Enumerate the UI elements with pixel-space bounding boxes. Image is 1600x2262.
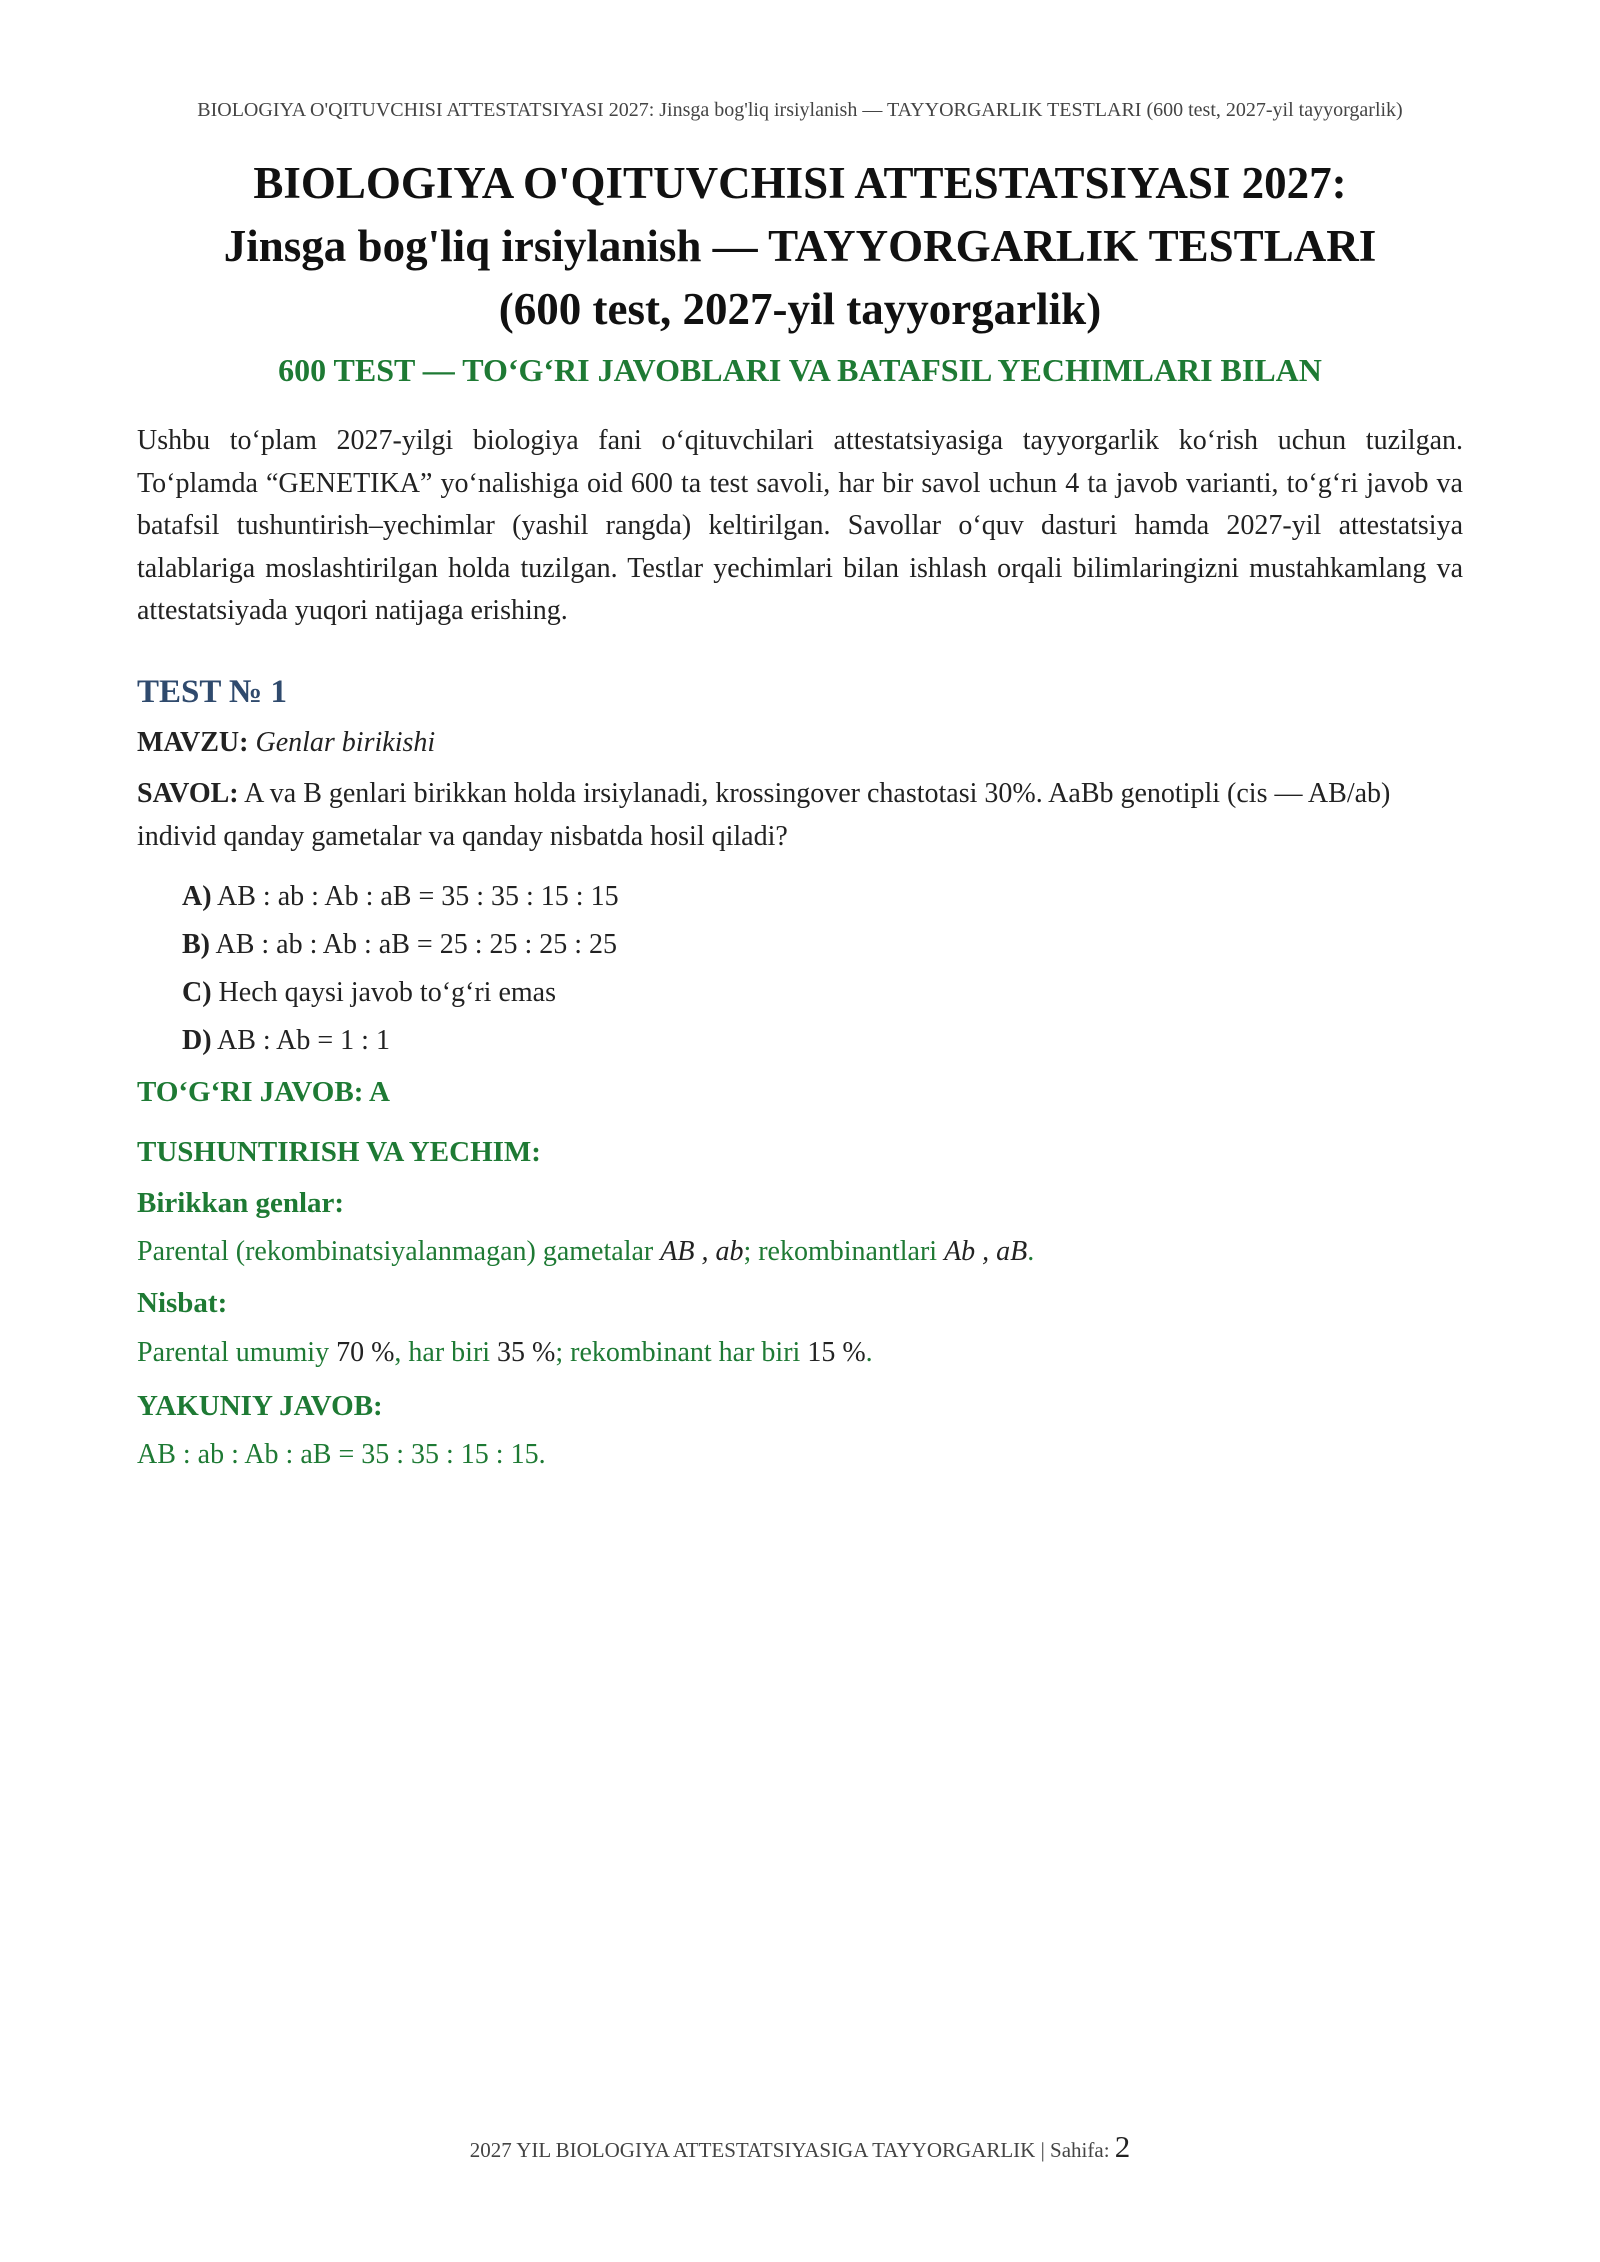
page-title [137, 152, 1463, 341]
text-fragment: , har biri [394, 1337, 498, 1368]
option-text: Hech qaysi javob to‘g‘ri emas [218, 977, 556, 1008]
option-text: AB : ab : Ab : aB = 35 : 35 : 15 : 15 [217, 881, 619, 912]
question-body: A va B genlari birikkan holda irsiylanadi, krossingover chastotasi 30%. AaBb genotipli (cis — AB/ab) individ qanday gametalar va qanday nisbatda hosil qiladi? [137, 778, 1391, 852]
footer-page-label: Sahifa: [1050, 2138, 1110, 2162]
text-fragment: . [1027, 1236, 1035, 1267]
section-text-ratio [137, 1333, 873, 1373]
text-fragment: Parental umumiy [137, 1337, 337, 1368]
final-answer-heading: YAKUNIY JAVOB: [137, 1390, 383, 1422]
correct-answer: TO‘G‘RI JAVOB: A [137, 1076, 390, 1108]
title-line-2: Jinsga bog'liq irsiylanish — TAYYORGARLIK TESTLARI [223, 221, 1377, 271]
test-heading: TEST № 1 [137, 674, 287, 710]
option-c [182, 969, 619, 1017]
question-text [137, 772, 1463, 858]
page-subtitle: 600 TEST — TO‘G‘RI JAVOBLARI VA BATAFSIL YECHIMLARI BILAN [278, 352, 1322, 388]
intro-paragraph: Ushbu to‘plam 2027-yilgi biologiya fani o‘qituvchilari attestatsiyasiga tayyorgarlik ko‘rish uchun tuzilgan. To‘plamda “GENETIKA” yo‘nalishiga oid 600 ta test savoli, har bir savol uchun 4 ta javob varianti, to‘g‘ri javob va batafsil tushuntirish–yechimlar (yashil rangda) keltirilgan. Savollar o‘quv dasturi hamda 2027-yil attestatsiya talablariga moslashtirilgan holda tuzilgan. Testlar yechimlari bilan ishlash orqali bilimlaringizni mustahkamlang va attestatsiyada yuqori natijaga erishing. [137, 425, 1463, 626]
document-page [137, 0, 1463, 2262]
text-fragment: Parental (rekombinatsiyalanmagan) gametalar [137, 1236, 661, 1267]
option-b [182, 921, 619, 969]
explanation-heading: TUSHUNTIRISH VA YECHIM: [137, 1136, 541, 1168]
option-letter: B) [182, 929, 210, 960]
answer-options [182, 873, 619, 1065]
page-footer [137, 2130, 1463, 2167]
math-recombinant-gametes: Ab , aB [944, 1236, 1028, 1267]
title-line-3: (600 test, 2027-yil tayyorgarlik) [498, 284, 1102, 334]
page-number: 2 [1114, 2129, 1131, 2164]
topic-value: Genlar birikishi [255, 727, 436, 758]
section-heading-ratio: Nisbat: [137, 1287, 228, 1319]
running-header: BIOLOGIYA O'QITUVCHISI ATTESTATSIYASI 2027: Jinsga bog'liq irsiylanish — TAYYORGARLIK TESTLARI (600 test, 2027-yil tayyorgarlik) [197, 99, 1403, 121]
section-text-linked-genes [137, 1232, 1034, 1272]
section-heading-linked-genes: Birikkan genlar: [137, 1187, 345, 1219]
footer-text: 2027 YIL BIOLOGIYA ATTESTATSIYASIGA TAYYORGARLIK [469, 2138, 1036, 2162]
value-parental-total: 70 % [336, 1337, 395, 1368]
option-letter: D) [182, 1025, 212, 1056]
math-parental-gametes: AB , ab [660, 1236, 744, 1267]
footer-separator: | [1040, 2138, 1045, 2162]
final-answer-text: AB : ab : Ab : aB = 35 : 35 : 15 : 15. [137, 1439, 546, 1470]
option-d [182, 1017, 619, 1065]
topic-label: MAVZU: [137, 727, 249, 758]
option-letter: C) [182, 977, 212, 1008]
topic-line [137, 725, 435, 761]
option-text: AB : Ab = 1 : 1 [217, 1025, 390, 1056]
text-fragment: ; rekombinant har biri [555, 1337, 808, 1368]
value-recombinant-each: 15 % [807, 1337, 866, 1368]
question-label: SAVOL: [137, 778, 239, 809]
title-line-1: BIOLOGIYA O'QITUVCHISI ATTESTATSIYASI 2027: [253, 158, 1347, 208]
value-parental-each: 35 % [497, 1337, 556, 1368]
option-letter: A) [182, 881, 212, 912]
text-fragment: ; rekombinantlari [743, 1236, 945, 1267]
text-fragment: . [865, 1337, 873, 1368]
option-a [182, 873, 619, 921]
option-text: AB : ab : Ab : aB = 25 : 25 : 25 : 25 [215, 929, 618, 960]
